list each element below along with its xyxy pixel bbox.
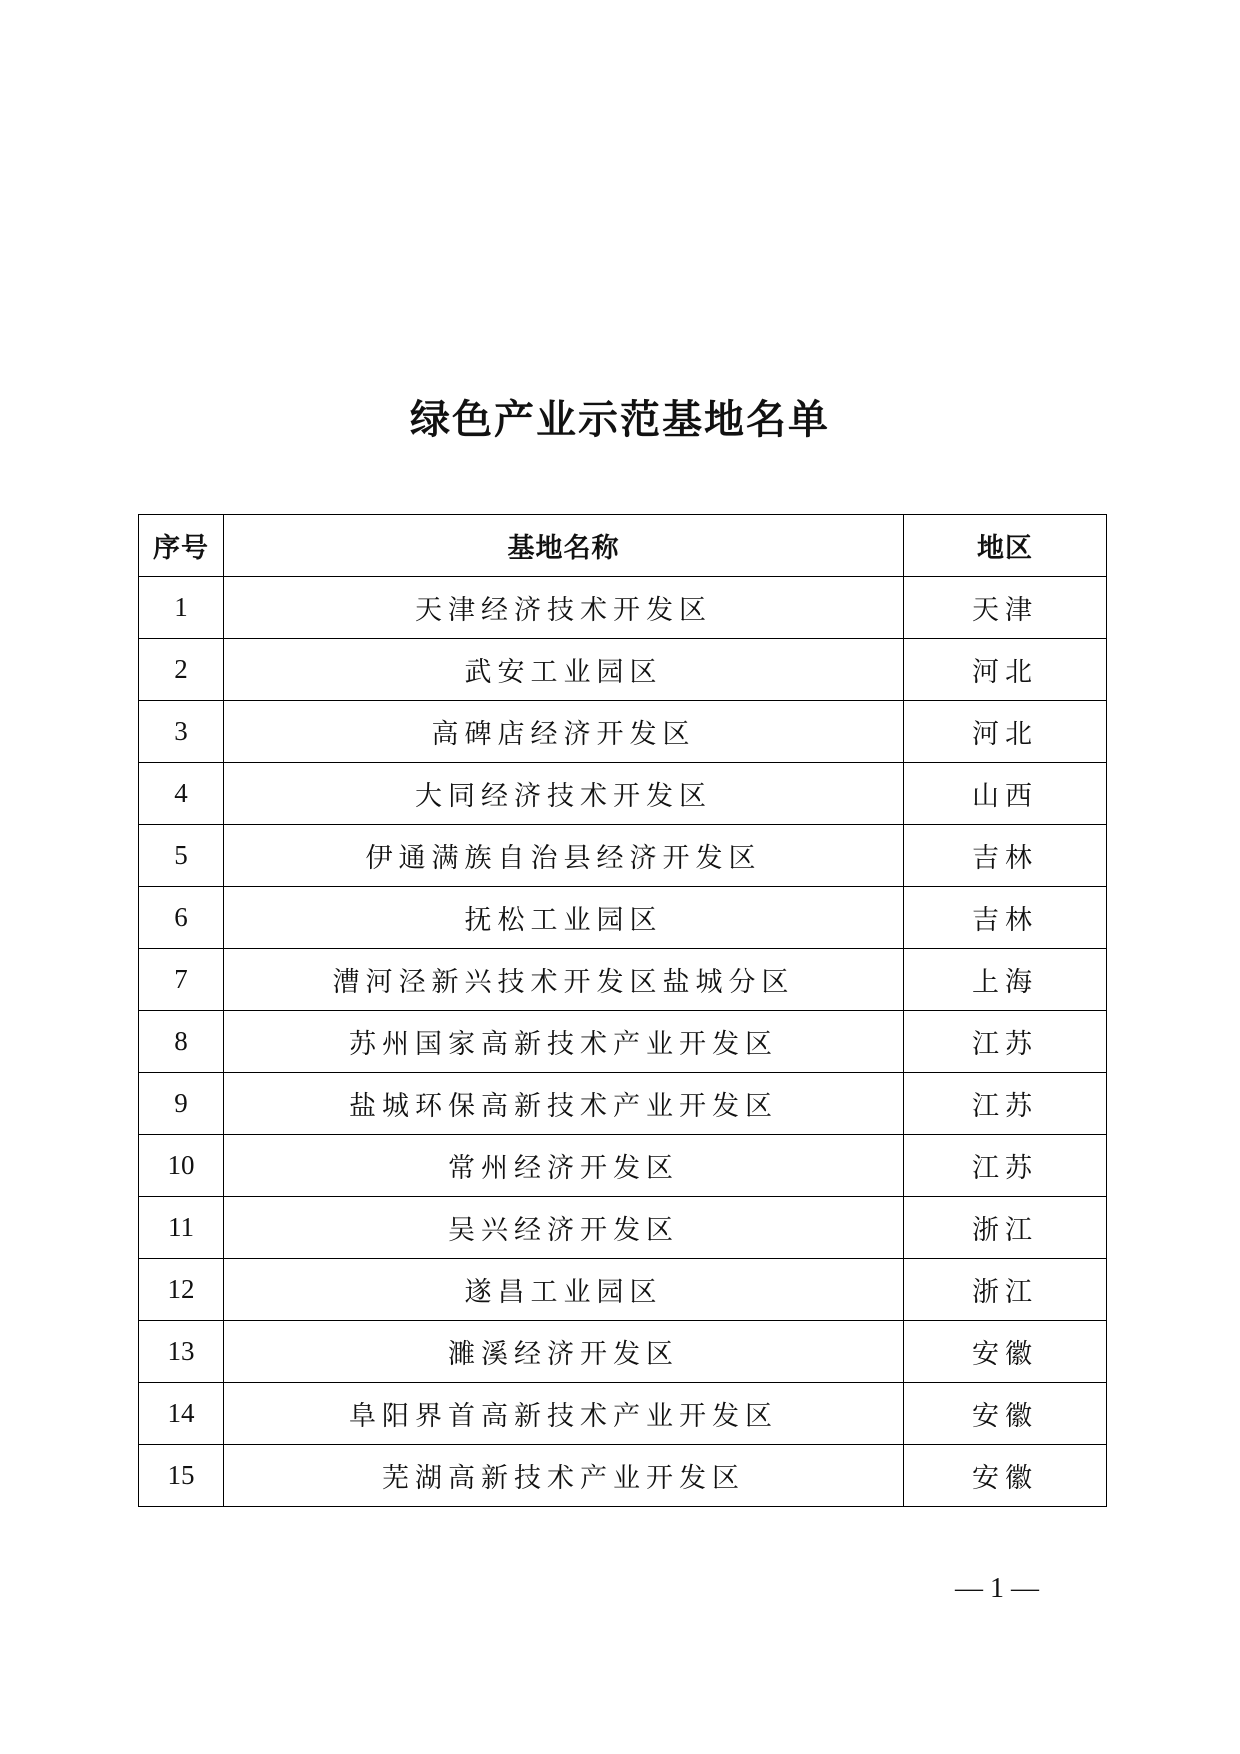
row-base-name: 遂昌工业园区	[224, 1259, 904, 1321]
table-row	[139, 577, 1107, 639]
row-region: 江苏	[904, 1135, 1107, 1197]
row-index: 14	[139, 1383, 224, 1445]
table-row	[139, 1073, 1107, 1135]
row-base-name: 大同经济技术开发区	[224, 763, 904, 825]
table-row	[139, 1383, 1107, 1445]
header-name: 基地名称	[224, 515, 904, 577]
row-index: 10	[139, 1135, 224, 1197]
row-base-name: 武安工业园区	[224, 639, 904, 701]
row-region: 吉林	[904, 825, 1107, 887]
row-index: 11	[139, 1197, 224, 1259]
row-index: 15	[139, 1445, 224, 1507]
document-title: 绿色产业示范基地名单	[410, 397, 830, 443]
row-index: 5	[139, 825, 224, 887]
row-index: 1	[139, 577, 224, 639]
row-region: 吉林	[904, 887, 1107, 949]
row-index: 6	[139, 887, 224, 949]
table-row	[139, 1135, 1107, 1197]
row-base-name: 高碑店经济开发区	[224, 701, 904, 763]
row-index: 12	[139, 1259, 224, 1321]
row-index: 3	[139, 701, 224, 763]
row-base-name: 漕河泾新兴技术开发区盐城分区	[224, 949, 904, 1011]
row-index: 7	[139, 949, 224, 1011]
row-index: 2	[139, 639, 224, 701]
row-base-name: 苏州国家高新技术产业开发区	[224, 1011, 904, 1073]
base-list-table	[138, 514, 1107, 1507]
row-base-name: 阜阳界首高新技术产业开发区	[224, 1383, 904, 1445]
row-base-name: 吴兴经济开发区	[224, 1197, 904, 1259]
row-index: 4	[139, 763, 224, 825]
row-index: 8	[139, 1011, 224, 1073]
row-region: 安徽	[904, 1383, 1107, 1445]
header-region: 地区	[904, 515, 1107, 577]
row-region: 山西	[904, 763, 1107, 825]
row-region: 江苏	[904, 1073, 1107, 1135]
table-row	[139, 887, 1107, 949]
row-region: 天津	[904, 577, 1107, 639]
table-row	[139, 1197, 1107, 1259]
table-row	[139, 763, 1107, 825]
table-row	[139, 1259, 1107, 1321]
table-row	[139, 1011, 1107, 1073]
row-base-name: 抚松工业园区	[224, 887, 904, 949]
row-base-name: 天津经济技术开发区	[224, 577, 904, 639]
table-row	[139, 825, 1107, 887]
table-row	[139, 639, 1107, 701]
row-base-name: 伊通满族自治县经济开发区	[224, 825, 904, 887]
table-row	[139, 1445, 1107, 1507]
row-base-name: 芜湖高新技术产业开发区	[224, 1445, 904, 1507]
row-region: 江苏	[904, 1011, 1107, 1073]
row-region: 安徽	[904, 1445, 1107, 1507]
table-row	[139, 1321, 1107, 1383]
header-index: 序号	[139, 515, 224, 577]
row-region: 河北	[904, 701, 1107, 763]
table-header-row	[139, 515, 1107, 577]
row-region: 浙江	[904, 1197, 1107, 1259]
row-region: 河北	[904, 639, 1107, 701]
table-row	[139, 701, 1107, 763]
row-base-name: 濉溪经济开发区	[224, 1321, 904, 1383]
table-row	[139, 949, 1107, 1011]
row-index: 13	[139, 1321, 224, 1383]
row-base-name: 常州经济开发区	[224, 1135, 904, 1197]
row-region: 安徽	[904, 1321, 1107, 1383]
row-index: 9	[139, 1073, 224, 1135]
page-number: — 1 —	[955, 1573, 1039, 1604]
row-region: 上海	[904, 949, 1107, 1011]
row-region: 浙江	[904, 1259, 1107, 1321]
row-base-name: 盐城环保高新技术产业开发区	[224, 1073, 904, 1135]
